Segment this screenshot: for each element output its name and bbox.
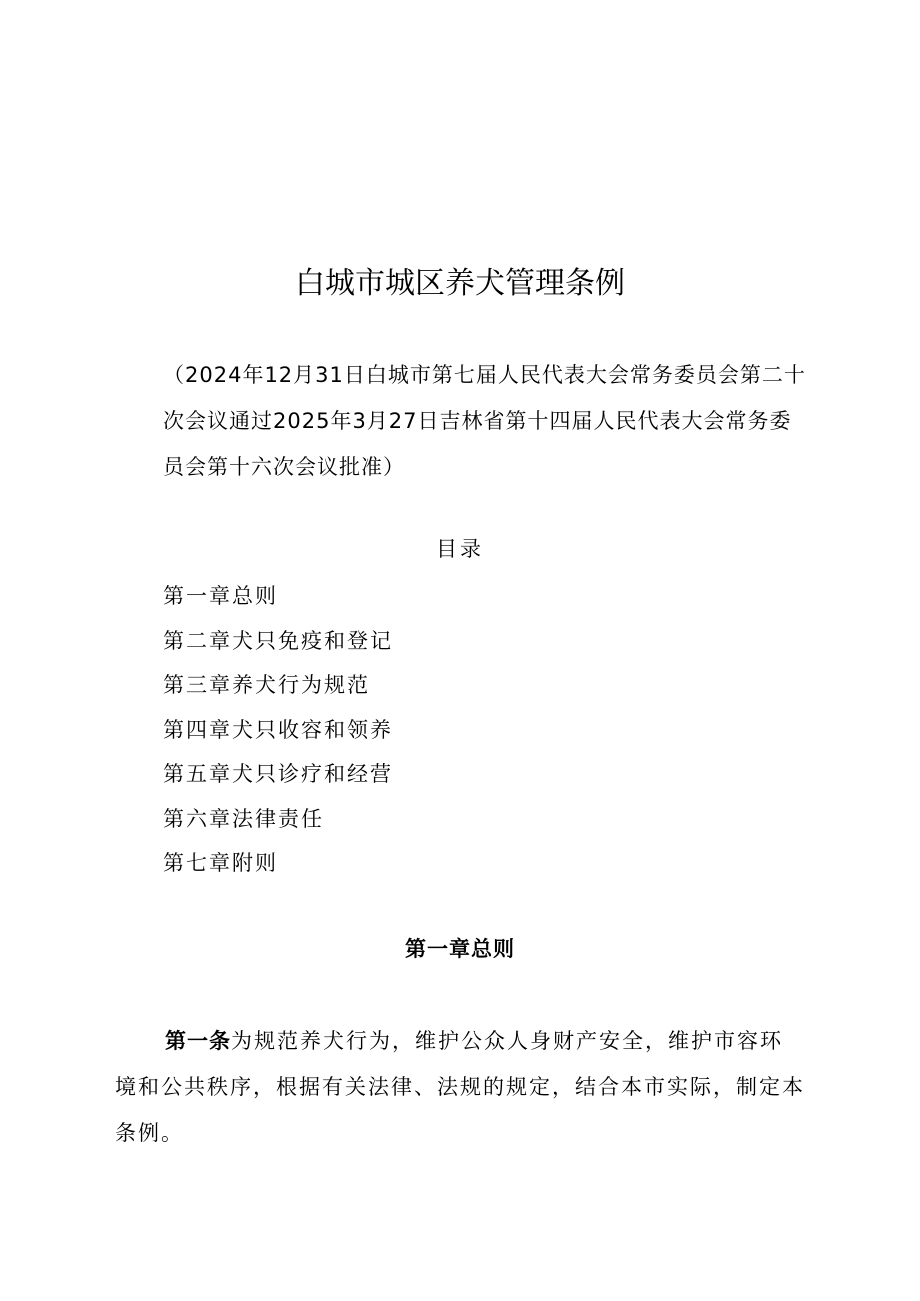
toc-title: 目录 — [436, 537, 484, 561]
article-1-text: 为规范养犬行为，维护公众人身财产安全，维护市容环境和公共秩序，根据有关法律、法规的规定，结合本市实际，制定本条例。 — [115, 1029, 805, 1145]
chapter-1-heading: 第一章总则 — [405, 937, 515, 961]
table-of-contents — [163, 574, 393, 886]
document-subtitle: （2024年12月31日白城市第七届人民代表大会常务委员会第二十次会议通过2025年3月27日吉林省第十四届人民代表大会常务委员会第十六次会议批准） — [163, 363, 806, 479]
toc-item-chapter-1: 第一章总则 — [163, 584, 278, 608]
toc-item-chapter-6: 第六章法律责任 — [163, 806, 324, 831]
toc-item-chapter-2: 第二章犬只免疫和登记 — [163, 628, 393, 653]
toc-item-chapter-3: 第三章养犬行为规范 — [163, 673, 370, 697]
article-1-paragraph — [115, 1018, 805, 1156]
toc-item-chapter-7: 第七章附则 — [163, 851, 278, 875]
toc-item-chapter-4: 第四章犬只收容和领养 — [163, 717, 393, 742]
article-1-label: 第一条 — [165, 1029, 231, 1053]
toc-item-chapter-5: 第五章犬只诊疗和经营 — [163, 762, 393, 786]
document-title: 白城市城区养犬管理条例 — [295, 266, 625, 301]
